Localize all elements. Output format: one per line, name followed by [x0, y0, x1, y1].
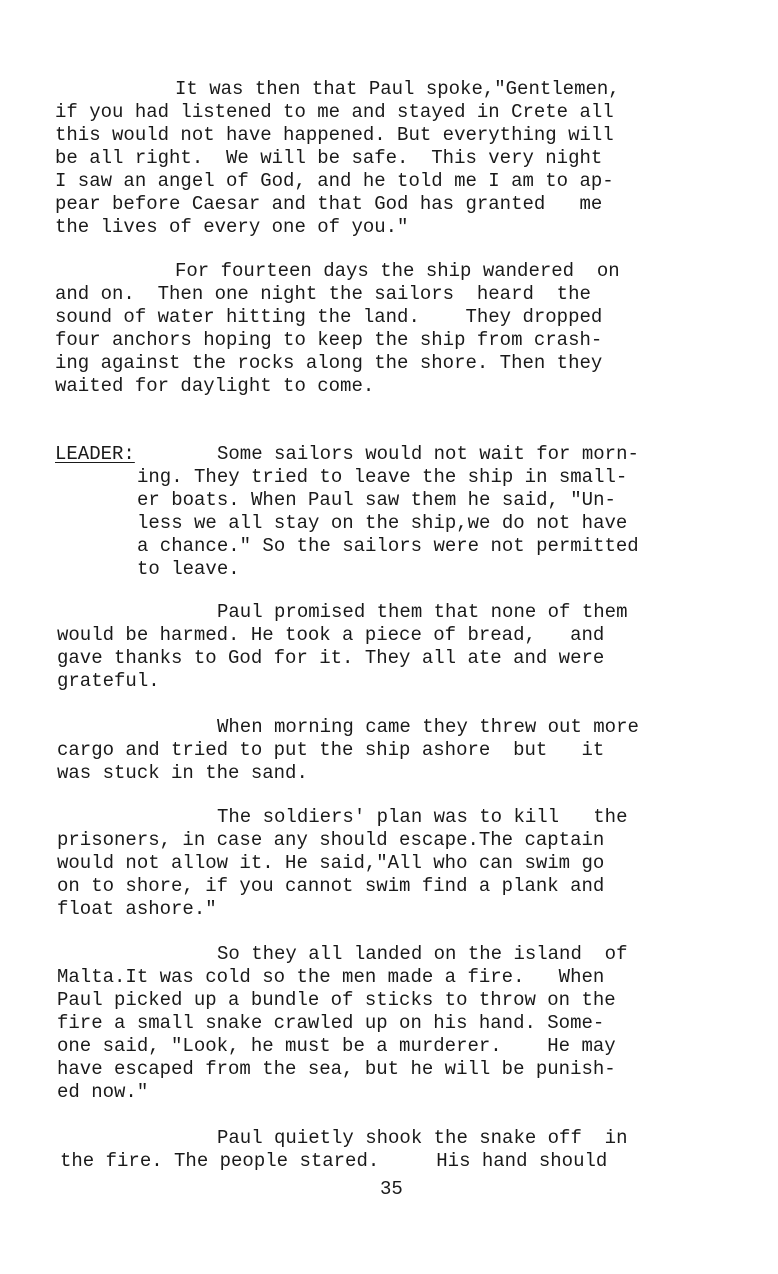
text-line: The soldiers' plan was to kill the	[217, 806, 628, 828]
text-line: When morning came they threw out more	[217, 716, 639, 738]
text-line: So they all landed on the island of	[217, 943, 628, 965]
text-line: Malta.It was cold so the men made a fire. When	[57, 966, 605, 988]
text-line: pear before Caesar and that God has granted me	[55, 193, 603, 215]
paragraph-4	[57, 601, 747, 696]
text-line: prisoners, in case any should escape.The captain	[57, 829, 605, 851]
text-line: be all right. We will be safe. This very night	[55, 147, 603, 169]
text-line: would be harmed. He took a piece of bread, and	[57, 624, 605, 646]
page-number: 35	[380, 1178, 403, 1200]
text-line: this would not have happened. But everything will	[55, 124, 614, 146]
text-line: less we all stay on the ship,we do not have	[137, 512, 628, 534]
paragraph-8	[60, 1127, 750, 1175]
text-line: Some sailors would not wait for morn-	[217, 443, 639, 465]
text-line: ing against the rocks along the shore. Then they	[55, 352, 603, 374]
text-line: Paul promised them that none of them	[217, 601, 628, 623]
text-line: the fire. The people stared. His hand should	[60, 1150, 608, 1172]
text-line: ing. They tried to leave the ship in small-	[137, 466, 628, 488]
text-line: waited for daylight to come.	[55, 375, 375, 397]
text-line: gave thanks to God for it. They all ate and were	[57, 647, 605, 669]
paragraph-7	[57, 943, 747, 1108]
text-line: to leave.	[137, 558, 240, 580]
text-line: have escaped from the sea, but he will be punish-	[57, 1058, 616, 1080]
text-line: It was then that Paul spoke,"Gentlemen,	[175, 78, 620, 100]
text-line: I saw an angel of God, and he told me I am to ap-	[55, 170, 614, 192]
text-line: er boats. When Paul saw them he said, "Un-	[137, 489, 616, 511]
text-line: on to shore, if you cannot swim find a plank and	[57, 875, 605, 897]
text-line: Paul quietly shook the snake off in	[217, 1127, 628, 1149]
text-line: four anchors hoping to keep the ship from crash-	[55, 329, 603, 351]
text-line: grateful.	[57, 670, 160, 692]
text-line: would not allow it. He said,"All who can swim go	[57, 852, 605, 874]
text-line: and on. Then one night the sailors heard the	[55, 283, 591, 305]
text-line: a chance." So the sailors were not permitted	[137, 535, 639, 557]
paragraph-1	[55, 78, 745, 243]
text-line: if you had listened to me and stayed in Crete all	[55, 101, 614, 123]
paragraph-5	[57, 716, 747, 788]
text-line: cargo and tried to put the ship ashore but it	[57, 739, 605, 761]
text-line: one said, "Look, he must be a murderer. He may	[57, 1035, 616, 1057]
text-line: ed now."	[57, 1081, 149, 1103]
text-line: sound of water hitting the land. They dropped	[55, 306, 603, 328]
leader-label: LEADER:	[55, 443, 135, 465]
text-line: Paul picked up a bundle of sticks to throw on the	[57, 989, 616, 1011]
paragraph-6	[57, 806, 747, 924]
text-line: fire a small snake crawled up on his hand. Some-	[57, 1012, 605, 1034]
paragraph-2	[55, 260, 745, 400]
paragraph-3	[137, 443, 737, 583]
text-line: was stuck in the sand.	[57, 762, 308, 784]
text-line: For fourteen days the ship wandered on	[175, 260, 620, 282]
text-line: float ashore."	[57, 898, 217, 920]
text-line: the lives of every one of you."	[55, 216, 409, 238]
